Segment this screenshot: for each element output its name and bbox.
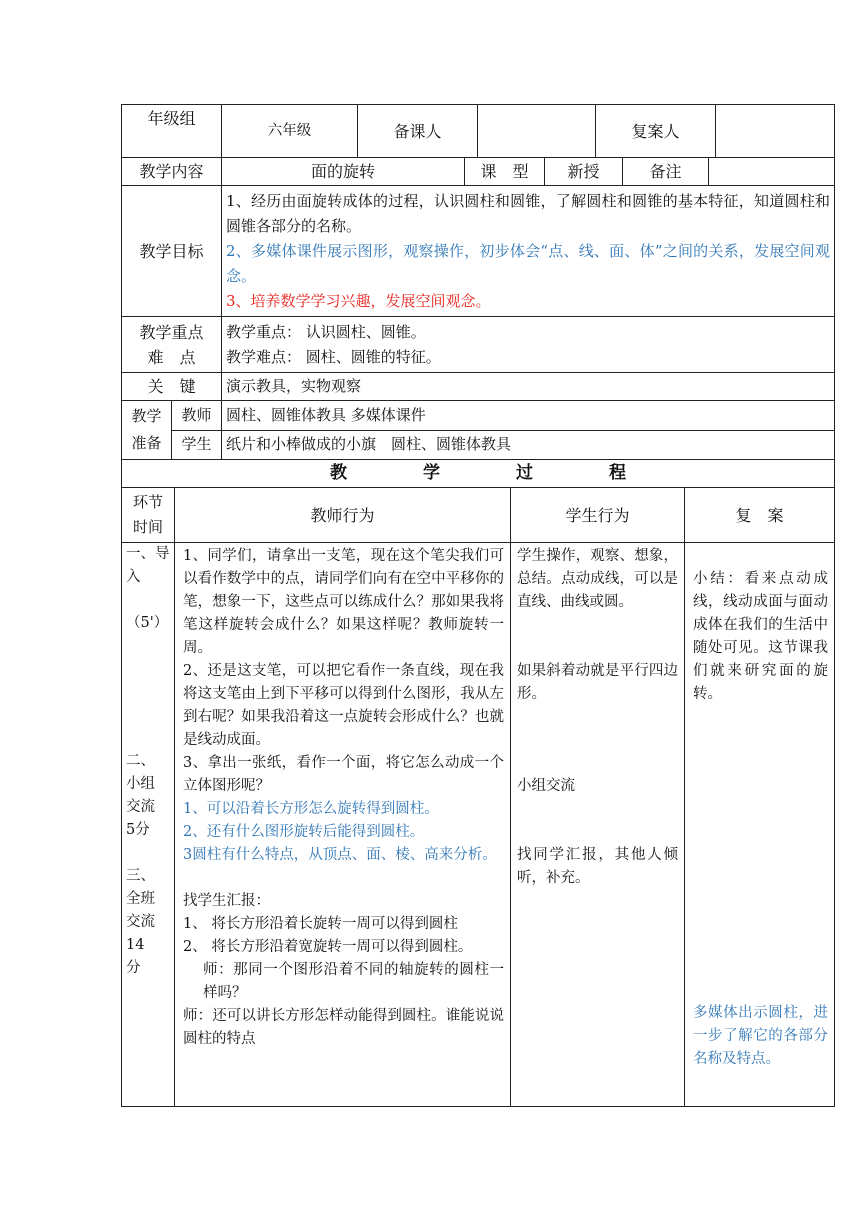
process-table [121, 487, 835, 1107]
content-label: 教学内容 [122, 158, 222, 186]
grade-value: 六年级 [222, 105, 358, 158]
prep-teacher-label: 教师 [172, 401, 222, 431]
teacher-column [175, 543, 511, 1107]
stage-text: 一、导 [126, 546, 170, 562]
stage-text: （5'） [126, 615, 169, 631]
objective-item: 3、培养数学学习兴趣，发展空间观念。 [226, 291, 491, 310]
prep-student-label: 学生 [172, 430, 222, 460]
process-title-char: 过 [516, 463, 533, 483]
process-title [122, 460, 835, 488]
teacher-step: 3、拿出一张纸，看作一个面，将它怎么动成一个立体图形呢？ [183, 755, 504, 794]
reviewer-value [716, 105, 835, 158]
preparer-value [478, 105, 596, 158]
objectives-list [222, 186, 835, 317]
teacher-report: 师：还可以讲长方形怎样动能得到圆柱。谁能说说圆柱的特点 [183, 1008, 504, 1047]
objective-item: 2、多媒体课件展示图形，观察操作，初步体会“点、线、面、体”之间的关系，发展空间观念。 [226, 241, 831, 285]
review-note: 多媒体出示圆柱，进一步了解它的各部分名称及特点。 [693, 1005, 828, 1067]
key-points-label [122, 317, 222, 373]
objectives-table [121, 185, 835, 488]
stage-text: 小组 [126, 776, 155, 792]
col-stage-header-line: 环节 [132, 493, 163, 511]
key-points-label-line: 难 点 [147, 347, 196, 367]
col-student-header: 学生行为 [511, 488, 685, 543]
stage-text: 全班 [126, 891, 155, 907]
prep-student-value: 纸片和小棒做成的小旗 圆柱、圆锥体教具 [222, 430, 835, 460]
note-value [709, 158, 835, 186]
key-value: 演示教具，实物观察 [222, 373, 835, 401]
process-title-char: 程 [609, 463, 626, 483]
content-table [121, 157, 835, 186]
student-action: 找同学汇报，其他人倾听，补充。 [517, 847, 678, 886]
teacher-step: 2、还是这支笔，可以把它看作一条直线，现在我将这支笔由上到下平移可以得到什么图形，我从左到右呢？如果我沿着这一点旋转会形成什么？也就是线动成面。 [183, 663, 504, 748]
stage-text: 交流 [126, 799, 155, 815]
student-column [511, 543, 685, 1107]
lesson-plan-document [121, 104, 834, 1107]
process-title-char: 学 [423, 463, 440, 483]
teacher-question: 3圆柱有什么特点，从顶点、面、棱、高来分析。 [183, 847, 497, 863]
teacher-step: 1、同学们，请拿出一支笔，现在这个笔尖我们可以看作数学中的点，请同学们向有在空中平移你的笔，想象一下，这些点可以练成什么？那如果我将笔这样旋转会成什么？如果这样呢？教师旋转一周。 [183, 548, 504, 656]
col-review-header: 复 案 [685, 488, 835, 543]
note-label: 备注 [623, 158, 709, 186]
col-stage-header [122, 488, 175, 543]
stage-column [122, 543, 175, 1107]
prep-label-line: 教学 [131, 407, 162, 425]
teacher-report: 1、 将长方形沿着长旋转一周可以得到圆柱 [183, 916, 458, 932]
teaching-difficulty: 教学难点： 圆柱、圆锥的特征。 [226, 347, 441, 366]
review-note: 小结：看来点动成线，线动成面与面动成体在我们的生活中随处可见。这节课我们就来研究面的旋转。 [693, 571, 828, 702]
student-action: 如果斜着动就是平行四边形。 [517, 663, 678, 702]
stage-text: 交流 [126, 914, 155, 930]
prep-label [122, 401, 172, 460]
key-label: 关 键 [122, 373, 222, 401]
col-teacher-header: 教师行为 [175, 488, 511, 543]
review-column [685, 543, 835, 1107]
reviewer-label: 复案人 [596, 105, 716, 158]
teaching-focus: 教学重点： 认识圆柱、圆锥。 [226, 322, 426, 341]
stage-text: 分 [126, 960, 141, 976]
teacher-report: 2、 将长方形沿着宽旋转一周可以得到圆柱。 [183, 939, 473, 955]
prep-label-line: 准备 [131, 434, 162, 452]
stage-text: 5分 [126, 822, 150, 838]
prep-teacher-value: 圆柱、圆锥体教具 多媒体课件 [222, 401, 835, 431]
preparer-label: 备课人 [358, 105, 478, 158]
stage-text: 二、 [126, 753, 155, 769]
key-points-label-line: 教学重点 [139, 322, 204, 342]
type-label: 课 型 [465, 158, 545, 186]
objective-item: 1、经历由面旋转成体的过程，认识圆柱和圆锥，了解圆柱和圆锥的基本特征，知道圆柱和圆锥各部分的名称。 [226, 191, 831, 235]
lesson-title: 面的旋转 [222, 158, 465, 186]
objectives-label: 教学目标 [122, 186, 222, 317]
grade-group-label: 年级组 [122, 105, 222, 158]
header-table [121, 104, 835, 158]
stage-text: 14 [126, 937, 145, 953]
key-points-content [222, 317, 835, 373]
col-stage-header-line: 时间 [132, 518, 163, 536]
student-action: 小组交流 [517, 778, 575, 794]
process-title-char: 教 [330, 463, 347, 483]
student-action: 学生操作，观察、想象，总结。点动成线，可以是直线、曲线或圆。 [517, 548, 678, 610]
type-value: 新授 [545, 158, 623, 186]
teacher-report: 师：那同一个图形沿着不同的轴旋转的圆柱一样吗？ [203, 962, 504, 1001]
teacher-question: 1、可以沿着长方形怎么旋转得到圆柱。 [183, 801, 439, 817]
stage-text: 三、 [126, 868, 155, 884]
teacher-report: 找学生汇报： [183, 893, 270, 909]
teacher-question: 2、还有什么图形旋转后能得到圆柱。 [183, 824, 425, 840]
stage-text: 入 [126, 569, 141, 585]
